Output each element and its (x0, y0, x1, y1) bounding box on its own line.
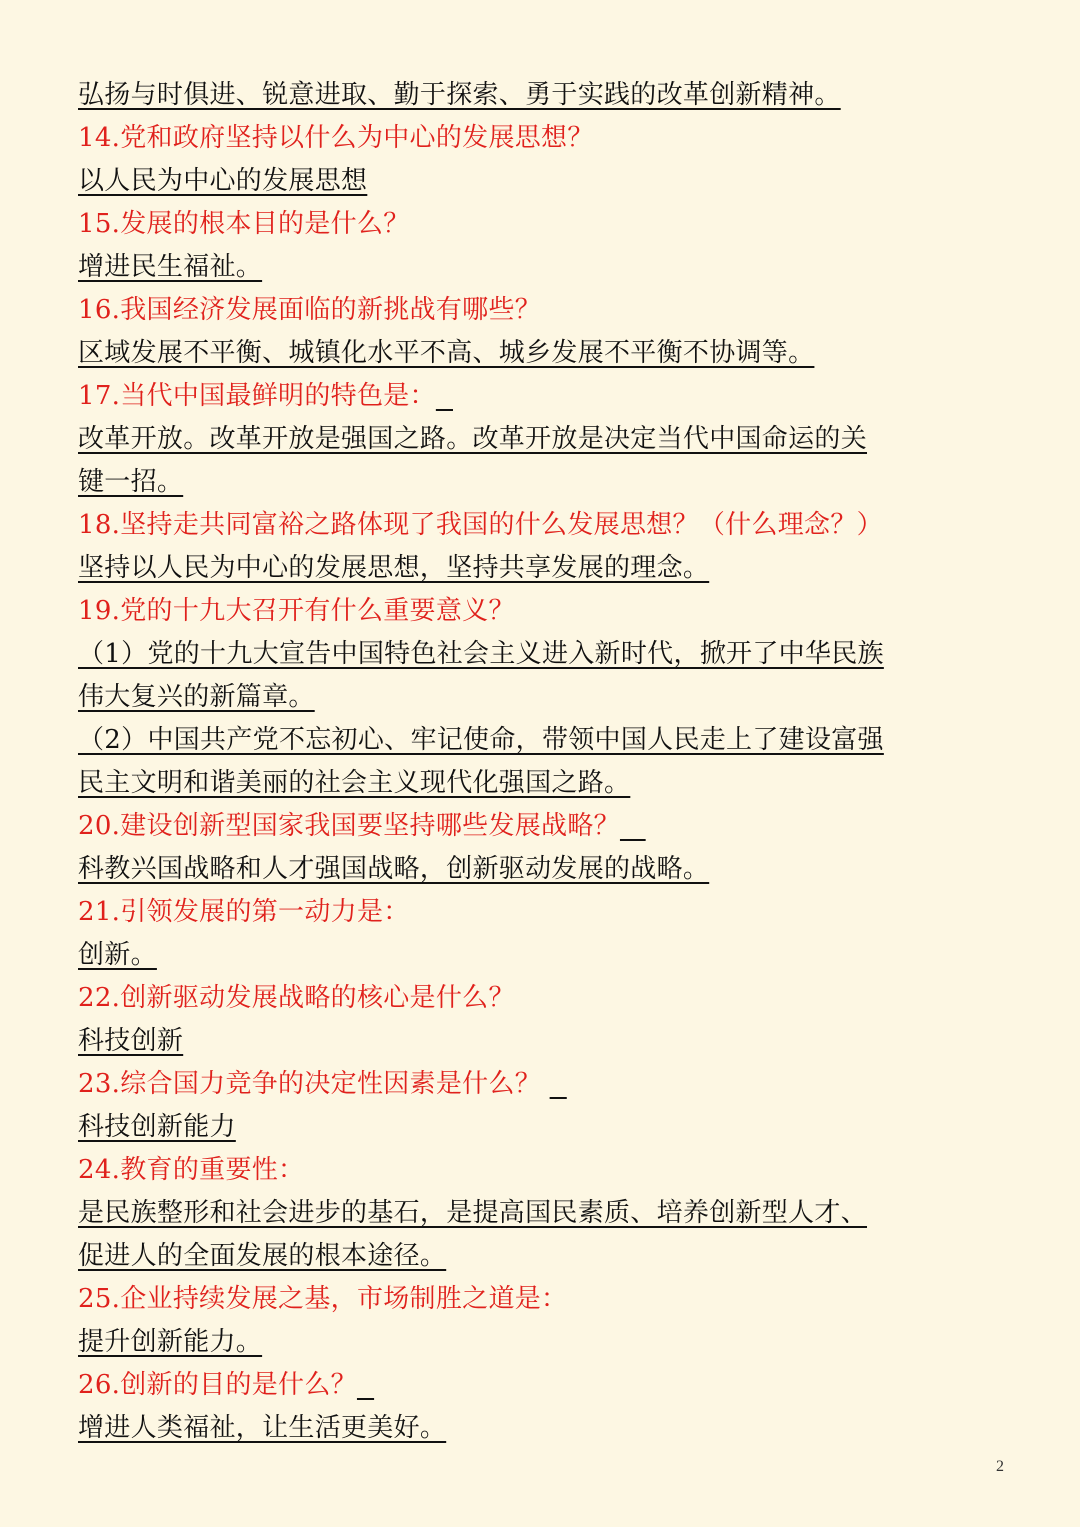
answer-text: 伟大复兴的新篇章。 (78, 682, 315, 712)
answer-text: 提升创新能力。 (78, 1327, 263, 1357)
question-text: 17.当代中国最鲜明的特色是： (78, 381, 436, 411)
question-line (78, 203, 1008, 246)
question-line (78, 289, 1008, 332)
answer-line (78, 160, 1008, 203)
answer-text: （1）党的十九大宣告中国特色社会主义进入新时代，掀开了中华民族 (78, 639, 884, 669)
question-text: 15.发展的根本目的是什么？ (78, 209, 410, 239)
answer-text: 改革开放。改革开放是强国之路。改革开放是决定当代中国命运的关 (78, 424, 868, 454)
answer-line (78, 547, 1008, 590)
answer-text: 科教兴国战略和人才强国战略，创新驱动发展的战略。 (78, 854, 710, 884)
answer-line (78, 1321, 1008, 1364)
question-line (78, 977, 1008, 1020)
answer-line (78, 461, 1008, 504)
question-line (78, 805, 1008, 848)
question-line (78, 1063, 1008, 1106)
question-text: 22.创新驱动发展战略的核心是什么？ (78, 983, 515, 1013)
answer-blank (436, 381, 453, 411)
question-text: 24.教育的重要性： (78, 1155, 305, 1185)
question-line (78, 590, 1008, 633)
answer-line (78, 848, 1008, 891)
question-line (78, 504, 1008, 547)
question-text: 14.党和政府坚持以什么为中心的发展思想？ (78, 123, 594, 153)
answer-text: 促进人的全面发展的根本途径。 (78, 1241, 447, 1271)
answer-line (78, 676, 1008, 719)
question-line (78, 1278, 1008, 1321)
answer-text: 区域发展不平衡、城镇化水平不高、城乡发展不平衡不协调等。 (78, 338, 815, 368)
answer-line (78, 418, 1008, 461)
answer-text: 科技创新能力 (78, 1112, 236, 1142)
answer-line (78, 332, 1008, 375)
answer-text: 坚持以人民为中心的发展思想，坚持共享发展的理念。 (78, 553, 710, 583)
question-line (78, 1364, 1008, 1407)
answer-text: 创新。 (78, 940, 157, 970)
question-line (78, 117, 1008, 160)
answer-text: （2）中国共产党不忘初心、牢记使命，带领中国人民走上了建设富强 (78, 725, 884, 755)
question-text: 21.引领发展的第一动力是： (78, 897, 410, 927)
answer-text: 以人民为中心的发展思想 (78, 166, 368, 196)
answer-line (78, 633, 1008, 676)
question-line (78, 375, 1008, 418)
document-page (78, 74, 1008, 1450)
answer-line (78, 934, 1008, 977)
question-text: 26.创新的目的是什么？ (78, 1370, 357, 1400)
answer-line (78, 719, 1008, 762)
answer-blank (550, 1069, 567, 1099)
answer-blank (620, 811, 646, 841)
question-text: 23.综合国力竞争的决定性因素是什么？ (78, 1069, 550, 1099)
answer-text: 增进民生福祉。 (78, 252, 263, 282)
answer-line (78, 1020, 1008, 1063)
answer-line (78, 74, 1008, 117)
answer-text: 科技创新 (78, 1026, 184, 1056)
question-text: 19.党的十九大召开有什么重要意义？ (78, 596, 515, 626)
answer-blank (357, 1370, 374, 1400)
question-text: 20.建设创新型国家我国要坚持哪些发展战略？ (78, 811, 620, 841)
answer-line (78, 246, 1008, 289)
question-text: 16.我国经济发展面临的新挑战有哪些？ (78, 295, 542, 325)
answer-text: 弘扬与时俱进、锐意进取、勤于探索、勇于实践的改革创新精神。 (78, 80, 841, 110)
question-line (78, 1149, 1008, 1192)
page-number: 2 (996, 1458, 1004, 1475)
answer-line (78, 1106, 1008, 1149)
answer-line (78, 1192, 1008, 1235)
question-text: 25.企业持续发展之基，市场制胜之道是： (78, 1284, 568, 1314)
answer-text: 增进人类福祉，让生活更美好。 (78, 1413, 447, 1443)
answer-text: 民主文明和谐美丽的社会主义现代化强国之路。 (78, 768, 631, 798)
answer-text: 是民族整形和社会进步的基石，是提高国民素质、培养创新型人才、 (78, 1198, 868, 1228)
question-text: 18.坚持走共同富裕之路体现了我国的什么发展思想？（什么理念？） (78, 510, 883, 540)
question-line (78, 891, 1008, 934)
answer-text: 键一招。 (78, 467, 184, 497)
answer-line (78, 762, 1008, 805)
answer-line (78, 1407, 1008, 1450)
answer-line (78, 1235, 1008, 1278)
